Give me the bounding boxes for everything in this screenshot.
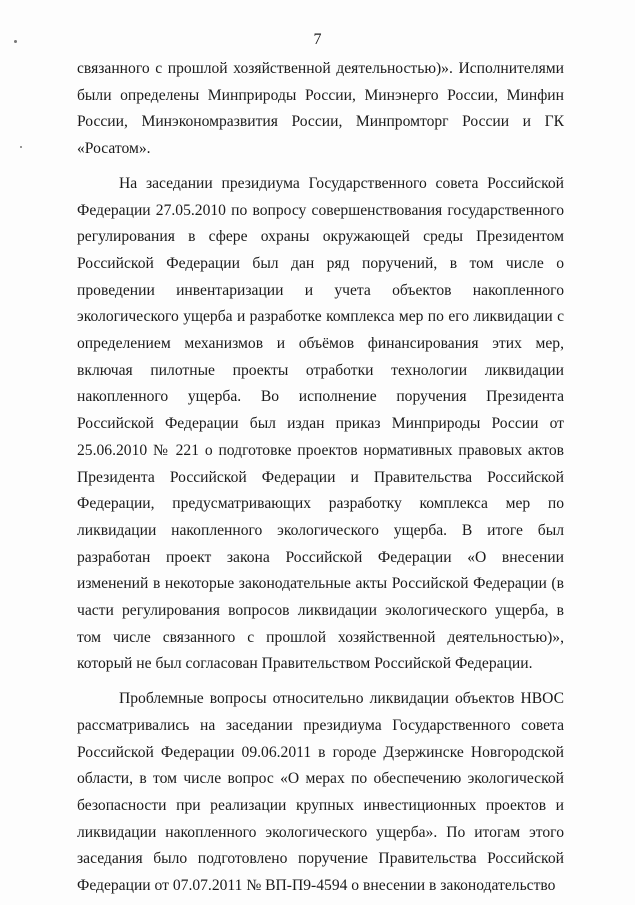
paragraph-presidium-2011: Проблемные вопросы относительно ликвидации объектов НВОС рассматривались на заседании президиума Государственного совета Российской Федерации 09.06.2011 в городе Дзержинске Новгородской области, в том числе вопрос «О мерах по обеспечению экологической безопасности при реализации крупных инвестиционных проектов и ликвидации накопленного экологического ущерба». По итогам этого заседания было подготовлено поручение Правительства Российской Федерации от 07.07.2011 № ВП-П9-4594 о внесении в законодательство — [77, 690, 564, 895]
scan-speck — [20, 146, 22, 148]
page-number: 7 — [313, 31, 322, 48]
scan-speck — [14, 40, 17, 43]
body-text — [77, 56, 564, 900]
paragraph-presidium-2010: На заседании президиума Государственного совета Российской Федерации 27.05.2010 по вопросу совершенствования государственного регулирования в сфере охраны окружающей среды Президентом Российской Федерации был дан ряд поручений, в том числе о проведении инвентаризации и учета объектов накопленного экологического ущерба и разработке комплекса мер по его ликвидации с определением механизмов и объёмов финансирования этих мер, включая пилотные проекты отработки технологии ликвидации накопленного ущерба. Во исполнение поручения Президента Российской Федерации был издан приказ Минприроды России от 25.06.2010 № 221 о подготовке проектов нормативных правовых актов Президента Российской Федерации и Правительства Российской Федерации, предусматривающих разработку комплекса мер по ликвидации накопленного экологического ущерба. В итоге был разработан проект закона Российской Федерации «О внесении изменений в некоторые законодательные акты Российской Федерации (в части регулирования вопросов ликвидации экологического ущерба, в том числе связанного с прошлой хозяйственной деятельностью)», который не был согласован Правительством Российской Федерации. — [77, 174, 564, 673]
paragraph-continuation: связанного с прошлой хозяйственной деятельностью)». Исполнителями были определены Минприроды России, Минэнерго России, Минфин России, Минэкономразвития России, Минпромторг России и ГК «Росатом». — [77, 60, 564, 158]
